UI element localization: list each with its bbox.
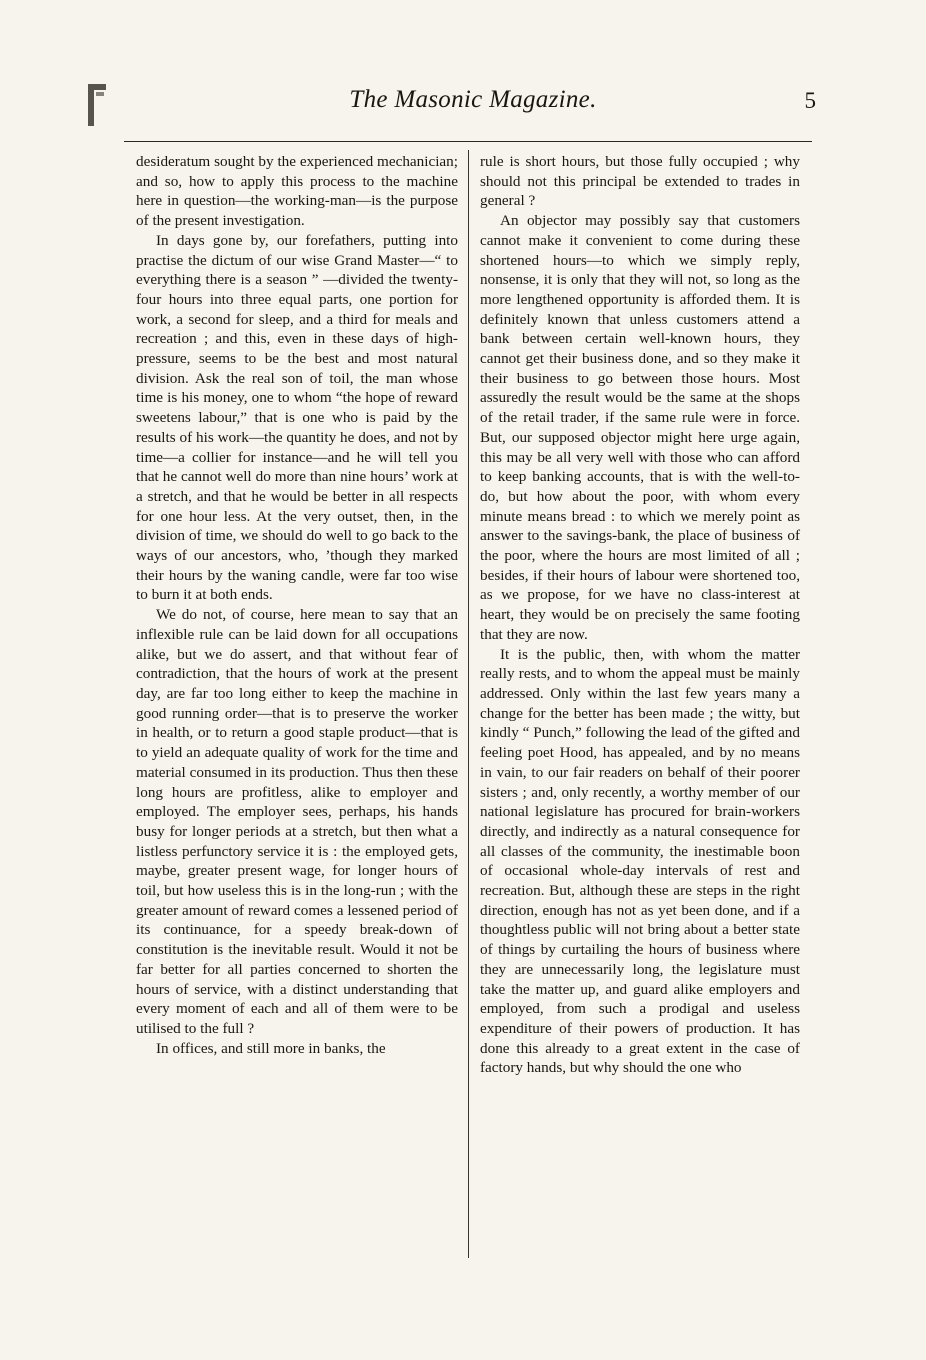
header-rule bbox=[124, 141, 812, 142]
paragraph: In days gone by, our forefathers, putting into practise the dictum of our wise Grand Master—“ to everything there is a season ” —divided the twenty-four hours into three equal parts, one portion for work, a second for sleep, and a third for meals and recreation ; and this, even in these days of high-pressure, seems to be the best and most natural division. Ask the real son of toil, the man whose time is his money, one to whom “the hope of reward sweetens labour,” that is one who is paid by the results of his work—the quantity he does, and not by time—a collier for instance—and he will tell you that he cannot well do more than nine hours’ work at a stretch, and that he would be better in all respects for one hour less. At the very outset, then, in the division of time, we should do well to go back to the ways of our ancestors, who, ’though they marked their hours by the waning candle, were far too wise to burn it at both ends. bbox=[136, 231, 458, 604]
page-number: 5 bbox=[804, 88, 816, 113]
running-head bbox=[130, 86, 816, 122]
paragraph: We do not, of course, here mean to say that an inflexible rule can be laid down for all occupations alike, but we do assert, and that without fear of contradiction, that the hours of work at the present day, are far too long either to keep the machine in good running order—that is to preserve the worker in health, or to return a good staple product—that is to yield an adequate quality of work for the time and material consumed in its production. Thus then these long hours are profitless, alike to employer and employed. The employer sees, perhaps, his hands busy for longer periods at a stretch, but then what a listless perfunctory service it is : the employed gets, maybe, greater present wage, for longer hours of toil, but how useless this is in the long-run ; with the greater amount of reward comes a lessened period of its continuance, for a speedy break-down of constitution is the inevitable result. Would it not be far better for all parties concerned to shorten the hours of service, with a distinct understanding that every moment of each and all of them were to be utilised to the full ? bbox=[136, 606, 458, 1037]
column-divider bbox=[468, 150, 469, 1258]
paragraph: In offices, and still more in banks, the bbox=[156, 1039, 386, 1057]
paragraph: rule is short hours, but those fully occupied ; why should not this principal be extended to trades in general ? bbox=[480, 153, 800, 210]
left-column bbox=[136, 152, 458, 1058]
paragraph: It is the public, then, with whom the matter really rests, and to whom the appeal must be mainly addressed. Only within the last few years many a change for the better has been made ; the witty, but kindly “ Punch,” following the lead of the gifted and feeling poet Hood, has appealed, and by no means in vain, to our fair readers on behalf of their poorer sisters ; and, only recently, a worthy member of our national legislature has procured for brain-workers directly, and indirectly as a natural consequence for all classes of the community, the inestimable boon of occasional whole-day intervals of rest and recreation. But, although these are steps in the right direction, enough has not as yet been done, and if a thoughtless public will not bring about a better state of things by curtailing the hours of business where they are unnecessarily long, the legislature must take the matter up, and guard alike employers and employed, from such a prodigal and useless expenditure of their powers of production. It has done this already to a great extent in the case of factory hands, but why should the one who bbox=[480, 645, 800, 1077]
paragraph: desideratum sought by the experienced mechanician; and so, how to apply this process to the machine here in question—the working-man—is the purpose of the present investigation. bbox=[136, 153, 458, 230]
right-column bbox=[480, 152, 800, 1078]
page-corner-mark-icon bbox=[84, 82, 110, 128]
running-title: The Masonic Magazine. bbox=[349, 86, 597, 113]
paragraph: An objector may possibly say that customers cannot make it convenient to come during these shortened hours—to which we simply reply, nonsense, it is only that they will not, so long as the more lengthened opportunity is afforded them. It is definitely known that unless customers attend a bank between certain well-known hours, they cannot get their business done, and so they make it their business to go between those hours. Most assuredly the result would be the same at the shops of the retail trader, if the same rule were in force. But, our supposed objector might here urge again, this may be all very well with those who can afford to keep banking accounts, that is with the well-to-do, but how about the poor, with whom every minute means bread : to which we merely point as answer to the savings-bank, the place of business of the poor, where the hours are most limited of all ; besides, if their hours of labour were shortened too, as we propose, for we have no class-interest at heart, they would be on precisely the same footing that they are now. bbox=[480, 212, 800, 643]
